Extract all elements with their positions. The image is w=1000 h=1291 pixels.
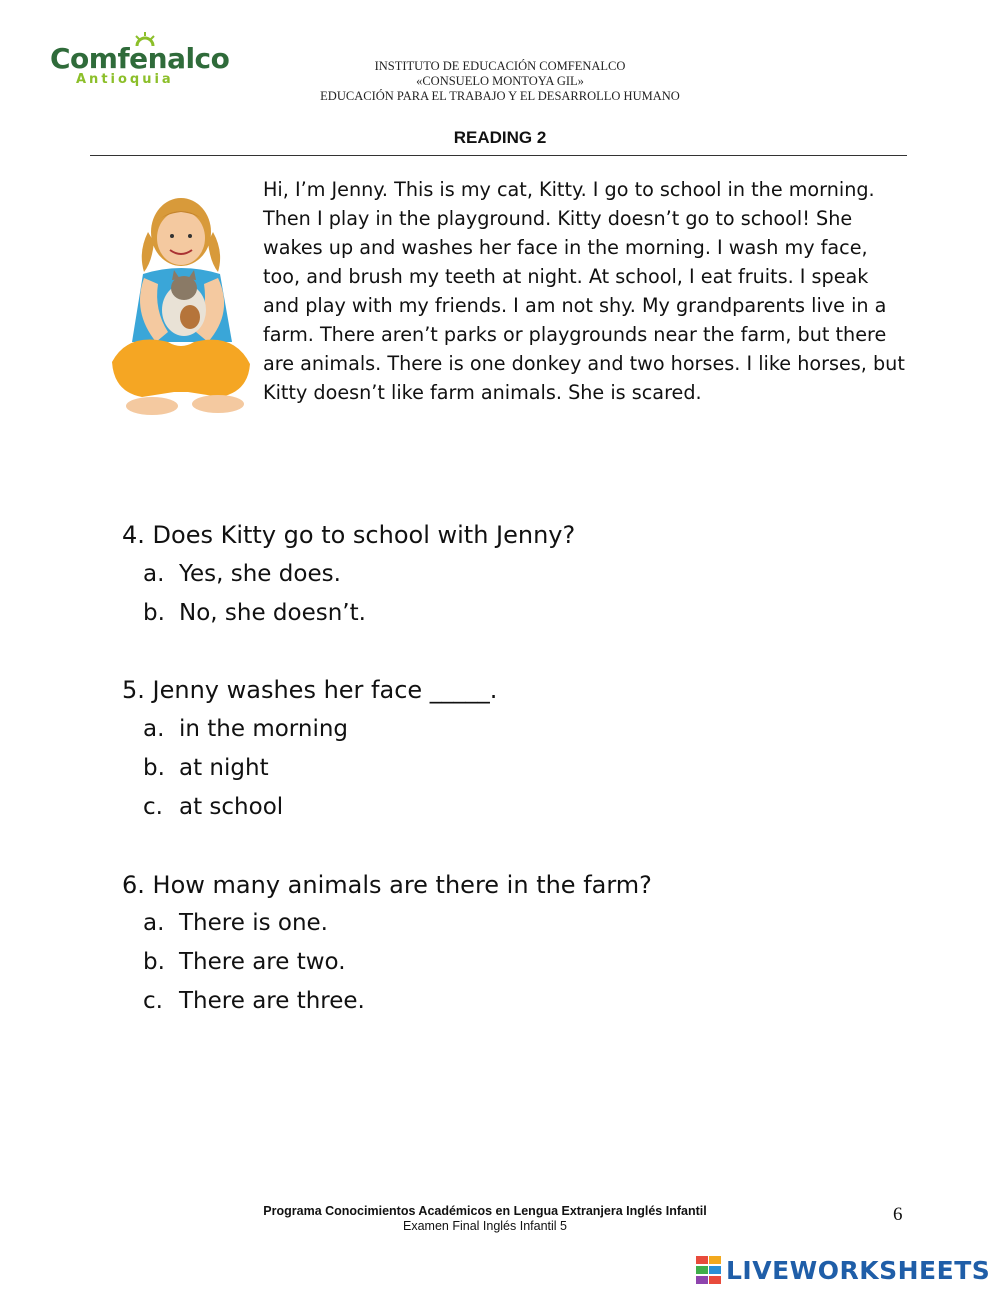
page-number: 6 (893, 1204, 903, 1225)
option-text: No, she doesn’t. (179, 600, 366, 626)
option-text: There are three. (179, 988, 365, 1014)
liveworksheets-blocks-icon (696, 1256, 722, 1284)
reading-passage: Hi, I’m Jenny. This is my cat, Kitty. I go to school in the morning. Then I play in the playground. Kitty doesn’t go to school! She wakes up and washes her face in the morning. I wash my face, too, and brush my teeth at night. At school, I eat fruits. I speak and play with my friends. I am not shy. My grandparents live in a farm. There aren’t parks or playgrounds near the farm, but there are animals. There is one donkey and two horses. I like horses, but Kitty doesn’t like farm animals. She is scared. (263, 178, 905, 404)
option-letter: c. (143, 988, 163, 1014)
option-letter: a. (143, 910, 165, 936)
watermark-text: LIVEWORKSHEETS (726, 1255, 991, 1285)
girl-with-cat-image (108, 192, 253, 432)
question-5: 5. Jenny washes her face _____. (122, 676, 498, 704)
institute-line-2: «CONSUELO MONTOYA GIL» (416, 74, 584, 88)
option-letter: c. (143, 794, 163, 820)
option-letter: a. (143, 716, 165, 742)
question-6-option-a[interactable] (143, 910, 328, 936)
question-6-option-b[interactable] (143, 949, 346, 975)
logo-name: Comfenalco (50, 42, 230, 75)
institute-line-1: INSTITUTO DE EDUCACIÓN COMFENALCO (374, 59, 626, 73)
header-divider (90, 155, 907, 156)
option-text: at night (179, 755, 269, 781)
question-6: 6. How many animals are there in the farm? (122, 871, 652, 899)
option-text: Yes, she does. (179, 561, 341, 587)
question-4-option-b[interactable] (143, 600, 366, 626)
comfenalco-logo (50, 38, 230, 93)
question-5-option-c[interactable] (143, 794, 283, 820)
option-letter: b. (143, 600, 165, 626)
option-letter: b. (143, 755, 165, 781)
page-title: READING 2 (453, 128, 547, 147)
question-4-option-a[interactable] (143, 561, 341, 587)
option-text: in the morning (179, 716, 349, 742)
option-text: There are two. (179, 949, 346, 975)
institute-line-3: EDUCACIÓN PARA EL TRABAJO Y EL DESARROLLO HUMANO (320, 89, 680, 103)
footer-exam: Examen Final Inglés Infantil 5 (403, 1219, 567, 1233)
question-4: 4. Does Kitty go to school with Jenny? (122, 521, 576, 549)
option-text: at school (179, 794, 284, 820)
footer-program: Programa Conocimientos Académicos en Lengua Extranjera Inglés Infantil (263, 1204, 707, 1218)
option-text: There is one. (179, 910, 328, 936)
option-letter: b. (143, 949, 165, 975)
liveworksheets-watermark (696, 1255, 990, 1285)
question-5-option-b[interactable] (143, 755, 269, 781)
logo-region: Antioquia (76, 72, 174, 87)
option-letter: a. (143, 561, 165, 587)
question-6-option-c[interactable] (143, 988, 365, 1014)
question-5-option-a[interactable] (143, 716, 348, 742)
